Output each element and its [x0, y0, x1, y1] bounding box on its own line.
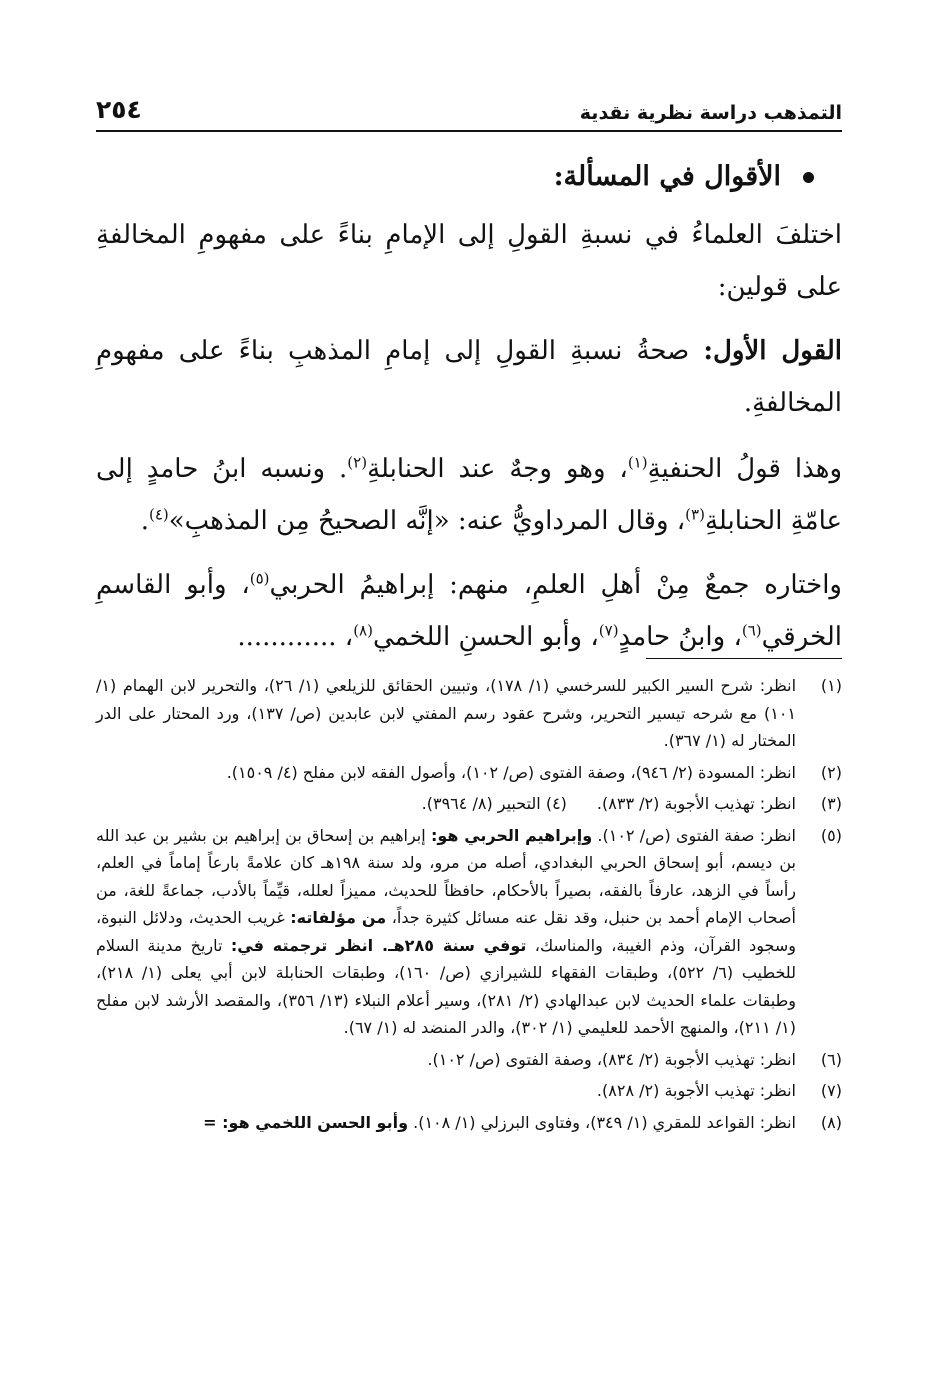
fn5-bold1: وإبراهيم الحربي هو:: [430, 825, 593, 845]
section-heading-text: الأقوال في المسألة:: [553, 161, 781, 192]
footnote-text: انظر: القواعد للمقري (١/ ٣٤٩)، وفتاوى البرزلي (١/ ١٠٨).: [408, 1112, 796, 1132]
footnote-6: [96, 1046, 842, 1074]
p4-text-c: ، وابنُ حامدٍ: [618, 622, 742, 652]
footnote-7: [96, 1077, 842, 1105]
footnotes: [96, 672, 842, 1140]
p3-text-e: .: [140, 506, 149, 536]
fn5-part1: انظر: صفة الفتوى (ص/ ١٠٢).: [592, 825, 796, 845]
running-title: التمذهب دراسة نظرية نقدية: [579, 102, 842, 124]
page-number: ٢٥٤: [96, 95, 142, 124]
p3-text-d: ، وقال المرداويُّ عنه: «إنَّه الصحيحُ مِن المذهبِ»: [168, 506, 686, 536]
footnote-number: (٣): [820, 794, 842, 813]
footnote-2: [96, 759, 842, 787]
fn5-part2: إبراهيم بن إسحاق بن إبراهيم بن بشير بن عبد الله بن ديسم، أبو إسحاق الحربي البغدادي، أصله من مرو، ولد سنة ١٩٨هـ كان علامةً بارعاً إماماً في العلم، رأساً في الزهد، عارفاً بالفقه، بصيراً بالأحكام، حافظاً للحديث، مميزاً لعلله، قيِّماً بالأدب، جماعةً للغة، من أصحاب الإمام أحمد بن حنبل، وقد نقل عنه مسائل كثيرة جداً،: [96, 825, 796, 927]
p4-text-a: واختاره جمعٌ مِنْ أهلِ العلمِ، منهم: إبراهيمُ الحربي: [269, 570, 842, 600]
footnote-number: (٥): [820, 825, 842, 845]
footnote-separator: [646, 658, 842, 659]
footnote-number: (٢): [820, 762, 842, 782]
footnote-number: (٧): [820, 1081, 842, 1100]
paragraph-3: [96, 443, 842, 547]
footnote-text: انظر: المسودة (٢/ ٩٤٦)، وصفة الفتوى (ص/ ١٠٢)، وأصول الفقه لابن مفلح (٤/ ١٥٠٩).: [226, 762, 796, 782]
footnote-8: [96, 1109, 842, 1137]
footnote-ref-7[interactable]: (٧): [598, 621, 619, 640]
footnote-ref-6[interactable]: (٦): [741, 621, 762, 640]
footnote-text: انظر: تهذيب الأجوبة (٢/ ٨٣٤)، وصفة الفتوى (ص/ ١٠٢).: [427, 1049, 796, 1069]
footnote-4-text: التحبير (٨/ ٣٩٦٤).: [421, 794, 541, 813]
footnote-ref-1[interactable]: (١): [627, 453, 648, 472]
paragraph-1: اختلفَ العلماءُ في نسبةِ القولِ إلى الإمامِ بناءً على مفهومِ المخالفةِ على قولين:: [96, 220, 842, 302]
footnote-number: (٦): [820, 1049, 842, 1069]
fn5-part3: غريب الحديث، ودلائل النبوة، وسجود القرآن، وذم الغيبة، والمناسك،: [96, 908, 797, 955]
footnote-ref-4[interactable]: (٤): [148, 505, 169, 524]
footnote-number: (١): [820, 676, 842, 695]
first-opinion-label: القول الأول:: [703, 336, 842, 366]
fn5-bold3: توفي سنة ٢٨٥هـ. انظر ترجمته في:: [230, 935, 527, 955]
footnote-3: [96, 790, 842, 818]
footnote-text: [96, 822, 796, 1042]
footnote-number: (٨): [820, 1112, 842, 1132]
footnote-text: انظر: شرح السير الكبير للسرخسي (١/ ١٧٨)، وتبيين الحقائق للزيلعي (١/ ٢٦)، والتحرير لابن الهمام (١/ ١٠١) مع شرحه تيسير التحرير، وشرح عقود رسم المفتي لابن عابدين (ص/ ١٣٧)، ورد المحتار على الدر المختار له (١/ ٣٦٧).: [96, 676, 797, 750]
footnote-text: انظر: تهذيب الأجوبة (٢/ ٨٢٨).: [596, 1081, 796, 1100]
section-heading: [96, 155, 842, 199]
footnote-ref-3[interactable]: (٣): [685, 505, 705, 524]
p4-text-b: ، وأبو القاسمِ الخرقي: [96, 570, 842, 652]
fn5-bold2: من مؤلفاته:: [290, 908, 387, 927]
footnote-text: انظر: تهذيب الأجوبة (٢/ ٨٣٣).: [596, 794, 796, 813]
continuation-dots: ............: [237, 622, 337, 652]
footnote-ref-2[interactable]: (٢): [347, 453, 368, 472]
p3-text-c: . ونسبه ابنُ حامدٍ إلى عامّةِ الحنابلةِ: [96, 454, 842, 536]
fn8-bold: وأبو الحسن اللخمي هو: =: [203, 1112, 409, 1132]
footnote-1: [96, 672, 842, 755]
footnote-4-number: (٤): [545, 794, 567, 813]
main-text: [96, 155, 842, 663]
p4-text-e: ،: [336, 622, 354, 652]
footnote-ref-5[interactable]: (٥): [249, 569, 270, 588]
p3-text-b: ، وهو وجهٌ عند الحنابلةِ: [367, 454, 628, 484]
bullet-icon: [803, 172, 814, 183]
p3-text-a: وهذا قولُ الحنفيةِ: [647, 454, 842, 484]
footnote-ref-8[interactable]: (٨): [353, 621, 373, 640]
page-header: [96, 95, 842, 132]
paragraph-4: [96, 559, 842, 663]
footnote-5: [96, 822, 842, 1042]
p4-text-d: ، وأبو الحسنِ اللخمي: [372, 622, 599, 652]
fn5-part4: تاريخ مدينة السلام للخطيب (٦/ ٥٢٢)، وطبقات الفقهاء للشيرازي (ص/ ١٦٠)، وطبقات الحنابلة لابن أبي يعلى (١/ ٢١٨)، وطبقات علماء الحديث لابن عبدالهادي (٢/ ٢٨١)، وسير أعلام النبلاء (١٣/ ٣٥٦)، والمقصد الأرشد لابن مفلح (١/ ٢١١)، والمنهج الأحمد للعليمي (١/ ٣٠٢)، والدر المنضد له (١/ ٦٧).: [96, 935, 796, 1037]
first-opinion-text: صحةُ نسبةِ القولِ إلى إمامِ المذهبِ بناءً على مفهومِ المخالفةِ.: [96, 336, 842, 418]
paragraph-2: [96, 325, 842, 429]
